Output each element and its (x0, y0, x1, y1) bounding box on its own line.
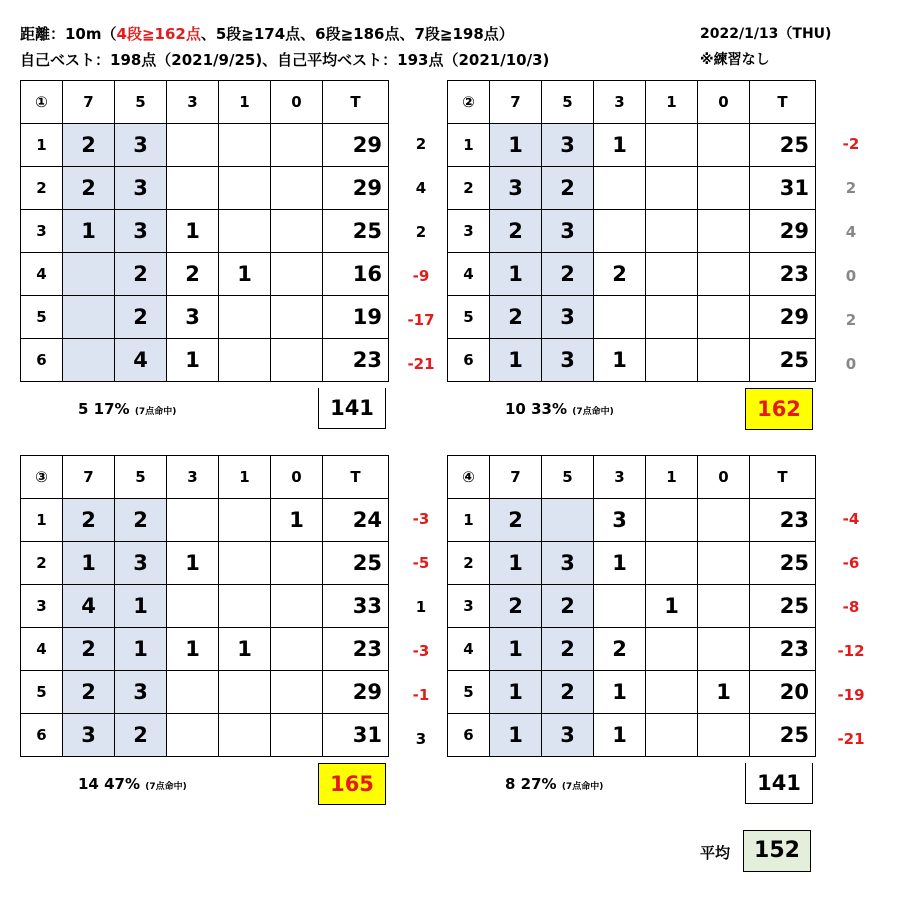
count-cell-3: 1 (594, 542, 646, 585)
count-cell-0 (698, 253, 750, 296)
end-total: 23 (323, 339, 389, 382)
diff-value: 0 (845, 267, 857, 285)
end-row (448, 585, 816, 628)
end-number: 3 (21, 585, 63, 628)
count-cell-5: 2 (542, 167, 594, 210)
count-cell-1 (219, 714, 271, 757)
round-total: 141 (745, 763, 813, 804)
count-cell-1 (646, 671, 698, 714)
count-cell-3: 1 (594, 671, 646, 714)
end-total: 16 (323, 253, 389, 296)
count-cell-1 (646, 499, 698, 542)
count-cell-1 (646, 296, 698, 339)
count-cell-7: 2 (63, 628, 115, 671)
count-cell-1 (219, 124, 271, 167)
count-cell-7: 1 (63, 542, 115, 585)
range-rest: 、5段≧174点、6段≧186点、7段≧198点） (200, 25, 514, 43)
end-total: 25 (323, 542, 389, 585)
diff-value: 3 (415, 730, 427, 748)
diff-value: 0 (845, 355, 857, 373)
count-cell-1 (219, 671, 271, 714)
count-cell-7: 3 (63, 714, 115, 757)
count-cell-3 (594, 296, 646, 339)
end-number: 5 (21, 296, 63, 339)
diff-value: -8 (842, 598, 860, 616)
round-total: 141 (318, 388, 386, 429)
count-cell-5: 3 (115, 671, 167, 714)
count-cell-0 (698, 339, 750, 382)
end-number: 1 (448, 499, 490, 542)
count-cell-5: 4 (115, 339, 167, 382)
count-cell-7: 2 (490, 585, 542, 628)
end-total: 29 (750, 296, 816, 339)
count-cell-1: 1 (646, 585, 698, 628)
count-cell-1 (646, 124, 698, 167)
end-row (21, 542, 389, 585)
count-cell-3 (167, 585, 219, 628)
hit-note: (7点命中) (561, 782, 604, 792)
diff-value: 2 (845, 311, 857, 329)
count-cell-7: 2 (63, 499, 115, 542)
count-cell-5: 2 (542, 671, 594, 714)
end-row (21, 124, 389, 167)
scorecard-round-4 (447, 455, 816, 757)
end-row (448, 167, 816, 210)
end-number: 4 (448, 253, 490, 296)
end-number: 2 (21, 542, 63, 585)
count-cell-5: 3 (542, 339, 594, 382)
count-cell-0 (698, 585, 750, 628)
end-row (448, 628, 816, 671)
end-row (448, 542, 816, 585)
end-row (21, 585, 389, 628)
count-cell-5: 3 (542, 296, 594, 339)
end-number: 5 (448, 671, 490, 714)
count-cell-3: 1 (167, 542, 219, 585)
count-cell-0: 1 (271, 499, 323, 542)
end-total: 33 (323, 585, 389, 628)
column-header: 7 (490, 81, 542, 124)
end-number: 3 (21, 210, 63, 253)
diff-value: -1 (412, 686, 430, 704)
end-row (448, 714, 816, 757)
column-header: 3 (167, 81, 219, 124)
column-header: 0 (698, 81, 750, 124)
count-cell-3: 1 (167, 628, 219, 671)
diff-value: 2 (415, 135, 427, 153)
column-header: 0 (271, 81, 323, 124)
end-row (448, 124, 816, 167)
round-total: 162 (745, 388, 813, 430)
count-cell-1 (219, 296, 271, 339)
count-cell-3: 2 (594, 628, 646, 671)
end-row (448, 499, 816, 542)
count-cell-7 (63, 253, 115, 296)
column-header: T (323, 81, 389, 124)
end-number: 6 (448, 339, 490, 382)
count-cell-1 (646, 628, 698, 671)
diff-value: -2 (842, 135, 860, 153)
round-label: ② (448, 81, 490, 124)
count-cell-0 (698, 124, 750, 167)
count-cell-7 (63, 296, 115, 339)
column-header: T (323, 456, 389, 499)
scorecard-round-1 (20, 80, 389, 382)
count-cell-3: 1 (167, 339, 219, 382)
hit-count: 8 (505, 775, 516, 793)
average-label: 平均 (700, 844, 731, 862)
end-total: 23 (323, 628, 389, 671)
rank-threshold-4: 4段≧162点 (116, 25, 201, 43)
end-number: 3 (448, 210, 490, 253)
end-row (21, 499, 389, 542)
end-total: 29 (323, 124, 389, 167)
count-cell-1: 1 (219, 253, 271, 296)
column-header: 5 (115, 456, 167, 499)
diff-value: -5 (412, 554, 430, 572)
end-row (448, 296, 816, 339)
scorecard-round-2 (447, 80, 816, 382)
round-total: 165 (318, 763, 386, 805)
count-cell-7 (63, 339, 115, 382)
end-total: 25 (750, 124, 816, 167)
hit-percent: 17% (93, 400, 130, 418)
end-total: 23 (750, 628, 816, 671)
count-cell-7: 1 (63, 210, 115, 253)
diff-value: 1 (415, 598, 427, 616)
column-header: 7 (63, 81, 115, 124)
count-cell-5: 2 (542, 628, 594, 671)
end-total: 19 (323, 296, 389, 339)
end-total: 29 (323, 671, 389, 714)
count-cell-0 (271, 210, 323, 253)
count-cell-5: 3 (542, 714, 594, 757)
end-row (21, 296, 389, 339)
end-number: 6 (448, 714, 490, 757)
column-header: T (750, 456, 816, 499)
round-label: ④ (448, 456, 490, 499)
column-header: 3 (594, 81, 646, 124)
column-header: 3 (167, 456, 219, 499)
end-row (21, 210, 389, 253)
count-cell-3 (167, 124, 219, 167)
diff-value: -12 (837, 642, 865, 660)
count-cell-5: 2 (115, 714, 167, 757)
column-header: 0 (271, 456, 323, 499)
count-cell-0 (271, 585, 323, 628)
end-number: 5 (21, 671, 63, 714)
count-cell-1 (646, 339, 698, 382)
end-number: 6 (21, 714, 63, 757)
end-number: 2 (21, 167, 63, 210)
end-total: 23 (750, 499, 816, 542)
diff-value: -21 (837, 730, 865, 748)
end-row (21, 714, 389, 757)
count-cell-5: 2 (542, 585, 594, 628)
count-cell-0 (271, 671, 323, 714)
count-cell-5: 2 (115, 499, 167, 542)
end-number: 4 (448, 628, 490, 671)
count-cell-5 (542, 499, 594, 542)
column-header: 3 (594, 456, 646, 499)
diff-value: -4 (842, 510, 860, 528)
end-row (21, 253, 389, 296)
end-total: 29 (323, 167, 389, 210)
practice-note: ※練習なし (700, 52, 770, 68)
scorecard-round-3 (20, 455, 389, 757)
hit-summary (78, 400, 176, 418)
count-cell-1 (646, 210, 698, 253)
count-cell-3 (594, 210, 646, 253)
end-number: 5 (448, 296, 490, 339)
end-number: 1 (21, 124, 63, 167)
count-cell-3: 1 (594, 714, 646, 757)
diff-value: -19 (837, 686, 865, 704)
count-cell-1 (646, 542, 698, 585)
count-cell-7: 2 (490, 210, 542, 253)
count-cell-7: 2 (63, 124, 115, 167)
column-header: 5 (115, 81, 167, 124)
column-header: 7 (63, 456, 115, 499)
count-cell-0 (271, 542, 323, 585)
diff-value: 2 (415, 223, 427, 241)
hit-percent: 47% (104, 775, 141, 793)
count-cell-5: 2 (115, 296, 167, 339)
date: 2022/1/13（THU) (700, 26, 832, 42)
column-header: 7 (490, 456, 542, 499)
diff-value: -6 (842, 554, 860, 572)
round-label: ③ (21, 456, 63, 499)
count-cell-0 (698, 167, 750, 210)
end-number: 2 (448, 542, 490, 585)
diff-value: 2 (845, 179, 857, 197)
count-cell-1 (219, 585, 271, 628)
count-cell-0 (698, 714, 750, 757)
count-cell-5: 2 (115, 253, 167, 296)
hit-count: 5 (78, 400, 89, 418)
count-cell-0 (698, 296, 750, 339)
end-total: 23 (750, 253, 816, 296)
end-row (21, 671, 389, 714)
hit-summary (505, 775, 603, 793)
count-cell-5: 3 (115, 210, 167, 253)
range-line (20, 24, 514, 44)
hit-note: (7点命中) (572, 407, 614, 417)
count-cell-5: 3 (542, 210, 594, 253)
column-header: 5 (542, 81, 594, 124)
end-number: 1 (448, 124, 490, 167)
count-cell-3: 2 (167, 253, 219, 296)
end-number: 4 (21, 253, 63, 296)
end-row (21, 339, 389, 382)
diff-value: -3 (412, 510, 430, 528)
count-cell-7: 2 (490, 296, 542, 339)
count-cell-3 (167, 714, 219, 757)
count-cell-5: 1 (115, 628, 167, 671)
count-cell-0 (271, 253, 323, 296)
count-cell-7: 2 (63, 671, 115, 714)
count-cell-0 (698, 210, 750, 253)
end-row (21, 628, 389, 671)
end-total: 29 (750, 210, 816, 253)
range-prefix: 距離：10m（ (20, 25, 117, 43)
end-row (448, 671, 816, 714)
count-cell-3: 3 (167, 296, 219, 339)
count-cell-1 (219, 210, 271, 253)
round-label: ① (21, 81, 63, 124)
count-cell-1 (646, 714, 698, 757)
best-line: 自己ベスト：198点（2021/9/25)、自己平均ベスト：193点（2021/10/3) (20, 51, 550, 69)
end-total: 25 (750, 339, 816, 382)
count-cell-3: 1 (167, 210, 219, 253)
count-cell-0 (271, 167, 323, 210)
count-cell-5: 1 (115, 585, 167, 628)
end-total: 25 (323, 210, 389, 253)
end-total: 20 (750, 671, 816, 714)
end-total: 31 (750, 167, 816, 210)
column-header: 1 (646, 456, 698, 499)
count-cell-3: 2 (594, 253, 646, 296)
count-cell-3: 3 (594, 499, 646, 542)
column-header: 1 (219, 81, 271, 124)
count-cell-5: 3 (542, 542, 594, 585)
diff-value: 4 (845, 223, 857, 241)
count-cell-1 (219, 499, 271, 542)
count-cell-1 (219, 339, 271, 382)
end-number: 2 (448, 167, 490, 210)
count-cell-5: 3 (542, 124, 594, 167)
count-cell-7: 1 (490, 628, 542, 671)
count-cell-7: 3 (490, 167, 542, 210)
diff-value: 4 (415, 179, 427, 197)
end-number: 4 (21, 628, 63, 671)
count-cell-0: 1 (698, 671, 750, 714)
end-total: 25 (750, 585, 816, 628)
count-cell-7: 1 (490, 124, 542, 167)
hit-note: (7点命中) (145, 782, 187, 792)
count-cell-7: 2 (490, 499, 542, 542)
column-header: T (750, 81, 816, 124)
end-row (448, 253, 816, 296)
count-cell-0 (271, 296, 323, 339)
column-header: 1 (219, 456, 271, 499)
end-total: 24 (323, 499, 389, 542)
count-cell-7: 4 (63, 585, 115, 628)
end-row (448, 339, 816, 382)
count-cell-3: 1 (594, 124, 646, 167)
hit-percent: 33% (531, 400, 568, 418)
count-cell-1 (646, 167, 698, 210)
count-cell-7: 2 (63, 167, 115, 210)
end-row (448, 210, 816, 253)
column-header: 0 (698, 456, 750, 499)
hit-count: 14 (78, 775, 99, 793)
diff-value: -17 (407, 311, 435, 329)
count-cell-7: 1 (490, 542, 542, 585)
count-cell-3 (167, 671, 219, 714)
count-cell-5: 3 (115, 542, 167, 585)
count-cell-5: 2 (542, 253, 594, 296)
count-cell-0 (271, 339, 323, 382)
diff-value: -9 (412, 267, 430, 285)
count-cell-0 (698, 628, 750, 671)
hit-note: (7点命中) (134, 407, 177, 417)
count-cell-0 (271, 714, 323, 757)
hit-summary (78, 775, 187, 793)
hit-summary (505, 400, 614, 418)
count-cell-0 (698, 542, 750, 585)
column-header: 1 (646, 81, 698, 124)
hit-percent: 27% (520, 775, 557, 793)
end-number: 3 (448, 585, 490, 628)
count-cell-0 (271, 124, 323, 167)
column-header: 5 (542, 456, 594, 499)
count-cell-5: 3 (115, 124, 167, 167)
average-value: 152 (743, 830, 811, 872)
end-total: 25 (750, 714, 816, 757)
end-number: 1 (21, 499, 63, 542)
count-cell-7: 1 (490, 714, 542, 757)
end-row (21, 167, 389, 210)
count-cell-7: 1 (490, 671, 542, 714)
count-cell-7: 1 (490, 253, 542, 296)
count-cell-0 (698, 499, 750, 542)
count-cell-5: 3 (115, 167, 167, 210)
count-cell-7: 1 (490, 339, 542, 382)
end-total: 25 (750, 542, 816, 585)
count-cell-1 (646, 253, 698, 296)
count-cell-3 (167, 167, 219, 210)
count-cell-3 (594, 585, 646, 628)
count-cell-1 (219, 542, 271, 585)
hit-count: 10 (505, 400, 526, 418)
count-cell-0 (271, 628, 323, 671)
count-cell-3 (594, 167, 646, 210)
diff-value: -21 (407, 355, 435, 373)
count-cell-3: 1 (594, 339, 646, 382)
count-cell-1: 1 (219, 628, 271, 671)
end-total: 31 (323, 714, 389, 757)
diff-value: -3 (412, 642, 430, 660)
count-cell-3 (167, 499, 219, 542)
count-cell-1 (219, 167, 271, 210)
end-number: 6 (21, 339, 63, 382)
